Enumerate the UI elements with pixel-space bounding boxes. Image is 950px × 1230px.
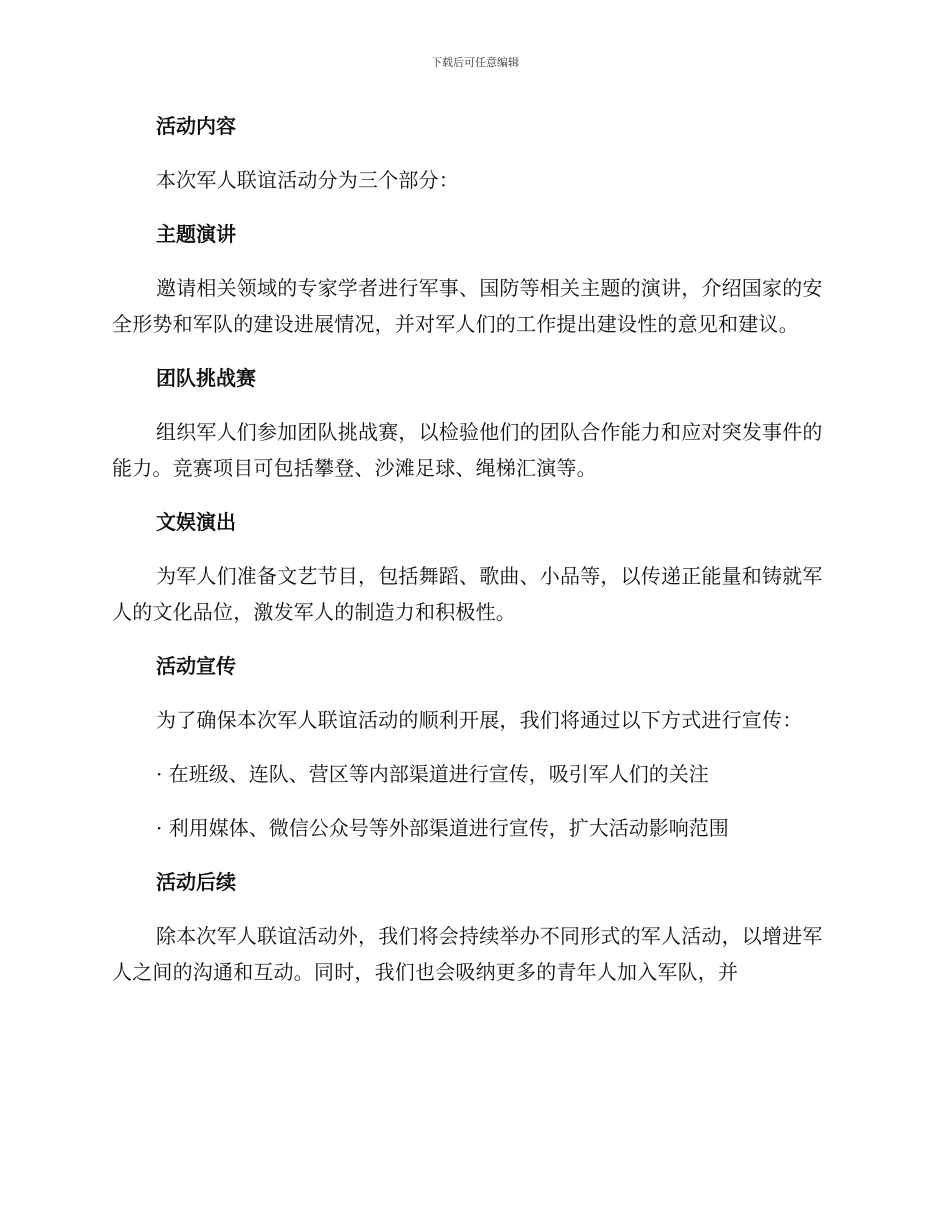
paragraph: 本次军人联谊活动分为三个部分： bbox=[156, 168, 459, 192]
paragraph: 为军人们准备文艺节目，包括舞蹈、歌曲、小品等，以传递正能量和铸就军人的文化品位，激发军人的制造力和积极性。 bbox=[112, 564, 823, 624]
document-body bbox=[112, 108, 834, 1008]
section-heading-activity-content: 活动内容 bbox=[156, 114, 236, 138]
section-heading-entertainment: 文娱演出 bbox=[156, 510, 236, 534]
paragraph: 组织军人们参加团队挑战赛，以检验他们的团队合作能力和应对突发事件的能力。竞赛项目可包括攀登、沙滩足球、绳梯汇演等。 bbox=[112, 420, 823, 480]
paragraph: 为了确保本次军人联谊活动的顺利开展，我们将通过以下方式进行宣传： bbox=[156, 708, 803, 732]
section-heading-team-challenge: 团队挑战赛 bbox=[156, 366, 256, 390]
paragraph: 邀请相关领域的专家学者进行军事、国防等相关主题的演讲，介绍国家的安全形势和军队的建设进展情况，并对军人们的工作提出建设性的意见和建议。 bbox=[112, 276, 823, 336]
section-heading-keynote-speech: 主题演讲 bbox=[156, 222, 236, 246]
section-heading-promotion: 活动宣传 bbox=[156, 654, 236, 678]
paragraph: 除本次军人联谊活动外，我们将会持续举办不同形式的军人活动，以增进军人之间的沟通和互动。同时，我们也会吸纳更多的青年人加入军队，并 bbox=[112, 924, 823, 984]
header-note: 下载后可任意编辑 bbox=[431, 56, 519, 69]
section-heading-follow-up: 活动后续 bbox=[156, 870, 236, 894]
bullet-item: · 在班级、连队、营区等内部渠道进行宣传，吸引军人们的关注 bbox=[156, 762, 709, 786]
bullet-item: · 利用媒体、微信公众号等外部渠道进行宣传，扩大活动影响范围 bbox=[156, 816, 729, 840]
